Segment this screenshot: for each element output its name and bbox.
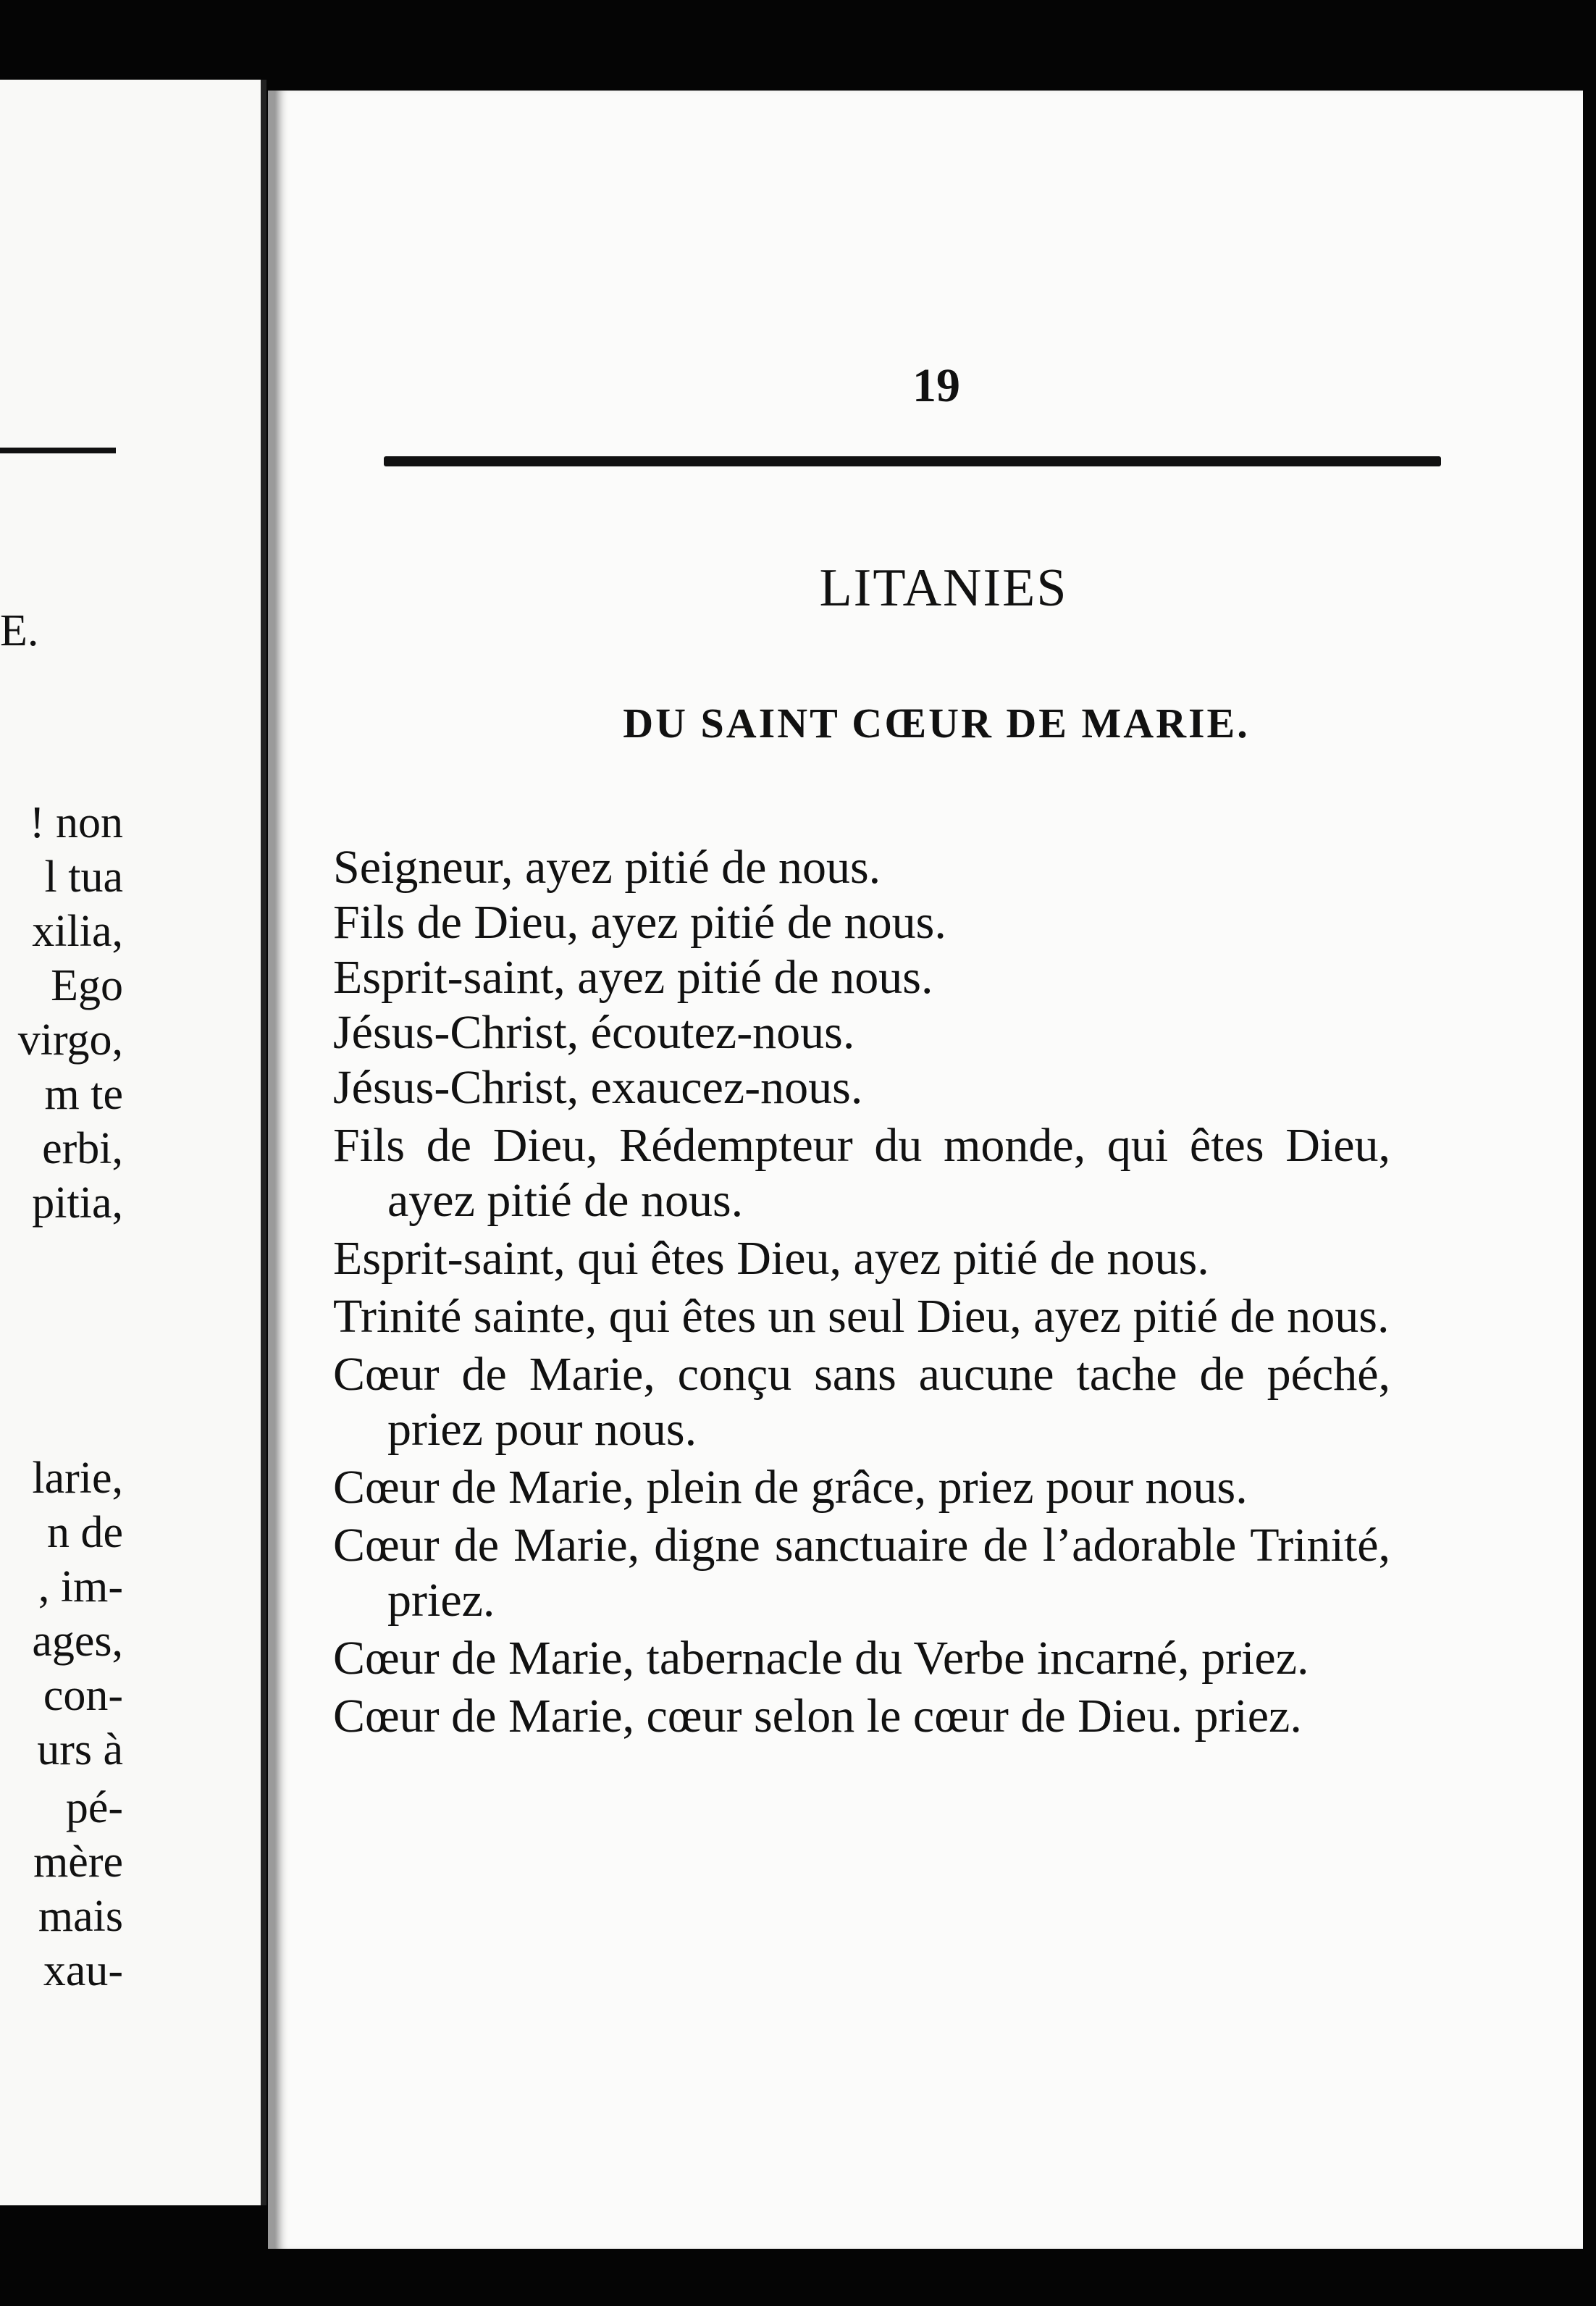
page-subtitle: DU SAINT CŒUR DE MARIE. bbox=[623, 700, 1250, 747]
litany-entry: Fils de Dieu, Rédempteur du monde, qui êtes Dieu, ayez pitié de nous. bbox=[333, 1119, 1390, 1227]
litany-entry: Cœur de Marie, cœur selon le cœur de Dieu. priez. bbox=[333, 1690, 1302, 1743]
litany-text bbox=[333, 840, 1390, 1744]
left-page-fragment: mais bbox=[38, 1892, 123, 1941]
left-page-fragment: virgo, bbox=[17, 1015, 123, 1065]
litany-entry: Jésus-Christ, exaucez-nous. bbox=[333, 1061, 863, 1114]
page-title: LITANIES bbox=[819, 558, 1068, 618]
left-page-fragment: mère bbox=[33, 1837, 123, 1887]
litany-entry: Cœur de Marie, plein de grâce, priez pour nous. bbox=[333, 1461, 1248, 1514]
left-page-fragment: larie, bbox=[32, 1454, 123, 1503]
litany-entry: Jésus-Christ, écoutez-nous. bbox=[333, 1006, 855, 1059]
left-page-rule bbox=[0, 448, 116, 453]
litany-entry: Esprit-saint, qui êtes Dieu, ayez pitié de nous. bbox=[333, 1232, 1209, 1285]
litany-entry: Cœur de Marie, tabernacle du Verbe incarné, priez. bbox=[333, 1632, 1309, 1685]
left-page-fragment: xau- bbox=[43, 1946, 123, 1995]
left-page-fragment: Ego bbox=[51, 961, 123, 1010]
header-rule bbox=[384, 456, 1441, 466]
left-page-fragment: l tua bbox=[44, 852, 123, 902]
litany-entry: Trinité sainte, qui êtes un seul Dieu, ayez pitié de nous. bbox=[333, 1290, 1390, 1343]
left-page-fragment: m te bbox=[44, 1070, 123, 1119]
left-page-fragment: urs à bbox=[37, 1725, 123, 1774]
left-page-fragment: n de bbox=[46, 1508, 123, 1557]
page-number: 19 bbox=[912, 359, 960, 412]
litany-entry: Fils de Dieu, ayez pitié de nous. bbox=[333, 896, 946, 949]
left-page-fragment: , im- bbox=[38, 1562, 123, 1611]
left-page-fragment: ! non bbox=[29, 798, 123, 847]
left-facing-page bbox=[0, 80, 266, 2205]
litany-entry: Cœur de Marie, digne sanctuaire de l’adorable Trinité, priez. bbox=[333, 1519, 1390, 1627]
litany-entry: Seigneur, ayez pitié de nous. bbox=[333, 841, 881, 894]
litany-entry: Cœur de Marie, conçu sans aucune tache de péché, priez pour nous. bbox=[333, 1348, 1390, 1456]
left-page-fragment: erbi, bbox=[42, 1124, 123, 1173]
left-page-fragment: con- bbox=[43, 1671, 123, 1720]
left-page-fragment: pé- bbox=[65, 1783, 123, 1832]
left-page-fragment: E. bbox=[0, 606, 39, 655]
left-page-fragment: ages, bbox=[32, 1617, 123, 1666]
left-page-fragment: pitia, bbox=[32, 1178, 123, 1228]
litany-entry: Esprit-saint, ayez pitié de nous. bbox=[333, 951, 933, 1004]
left-page-fragment: xilia, bbox=[32, 907, 123, 956]
book-page bbox=[268, 91, 1583, 2249]
